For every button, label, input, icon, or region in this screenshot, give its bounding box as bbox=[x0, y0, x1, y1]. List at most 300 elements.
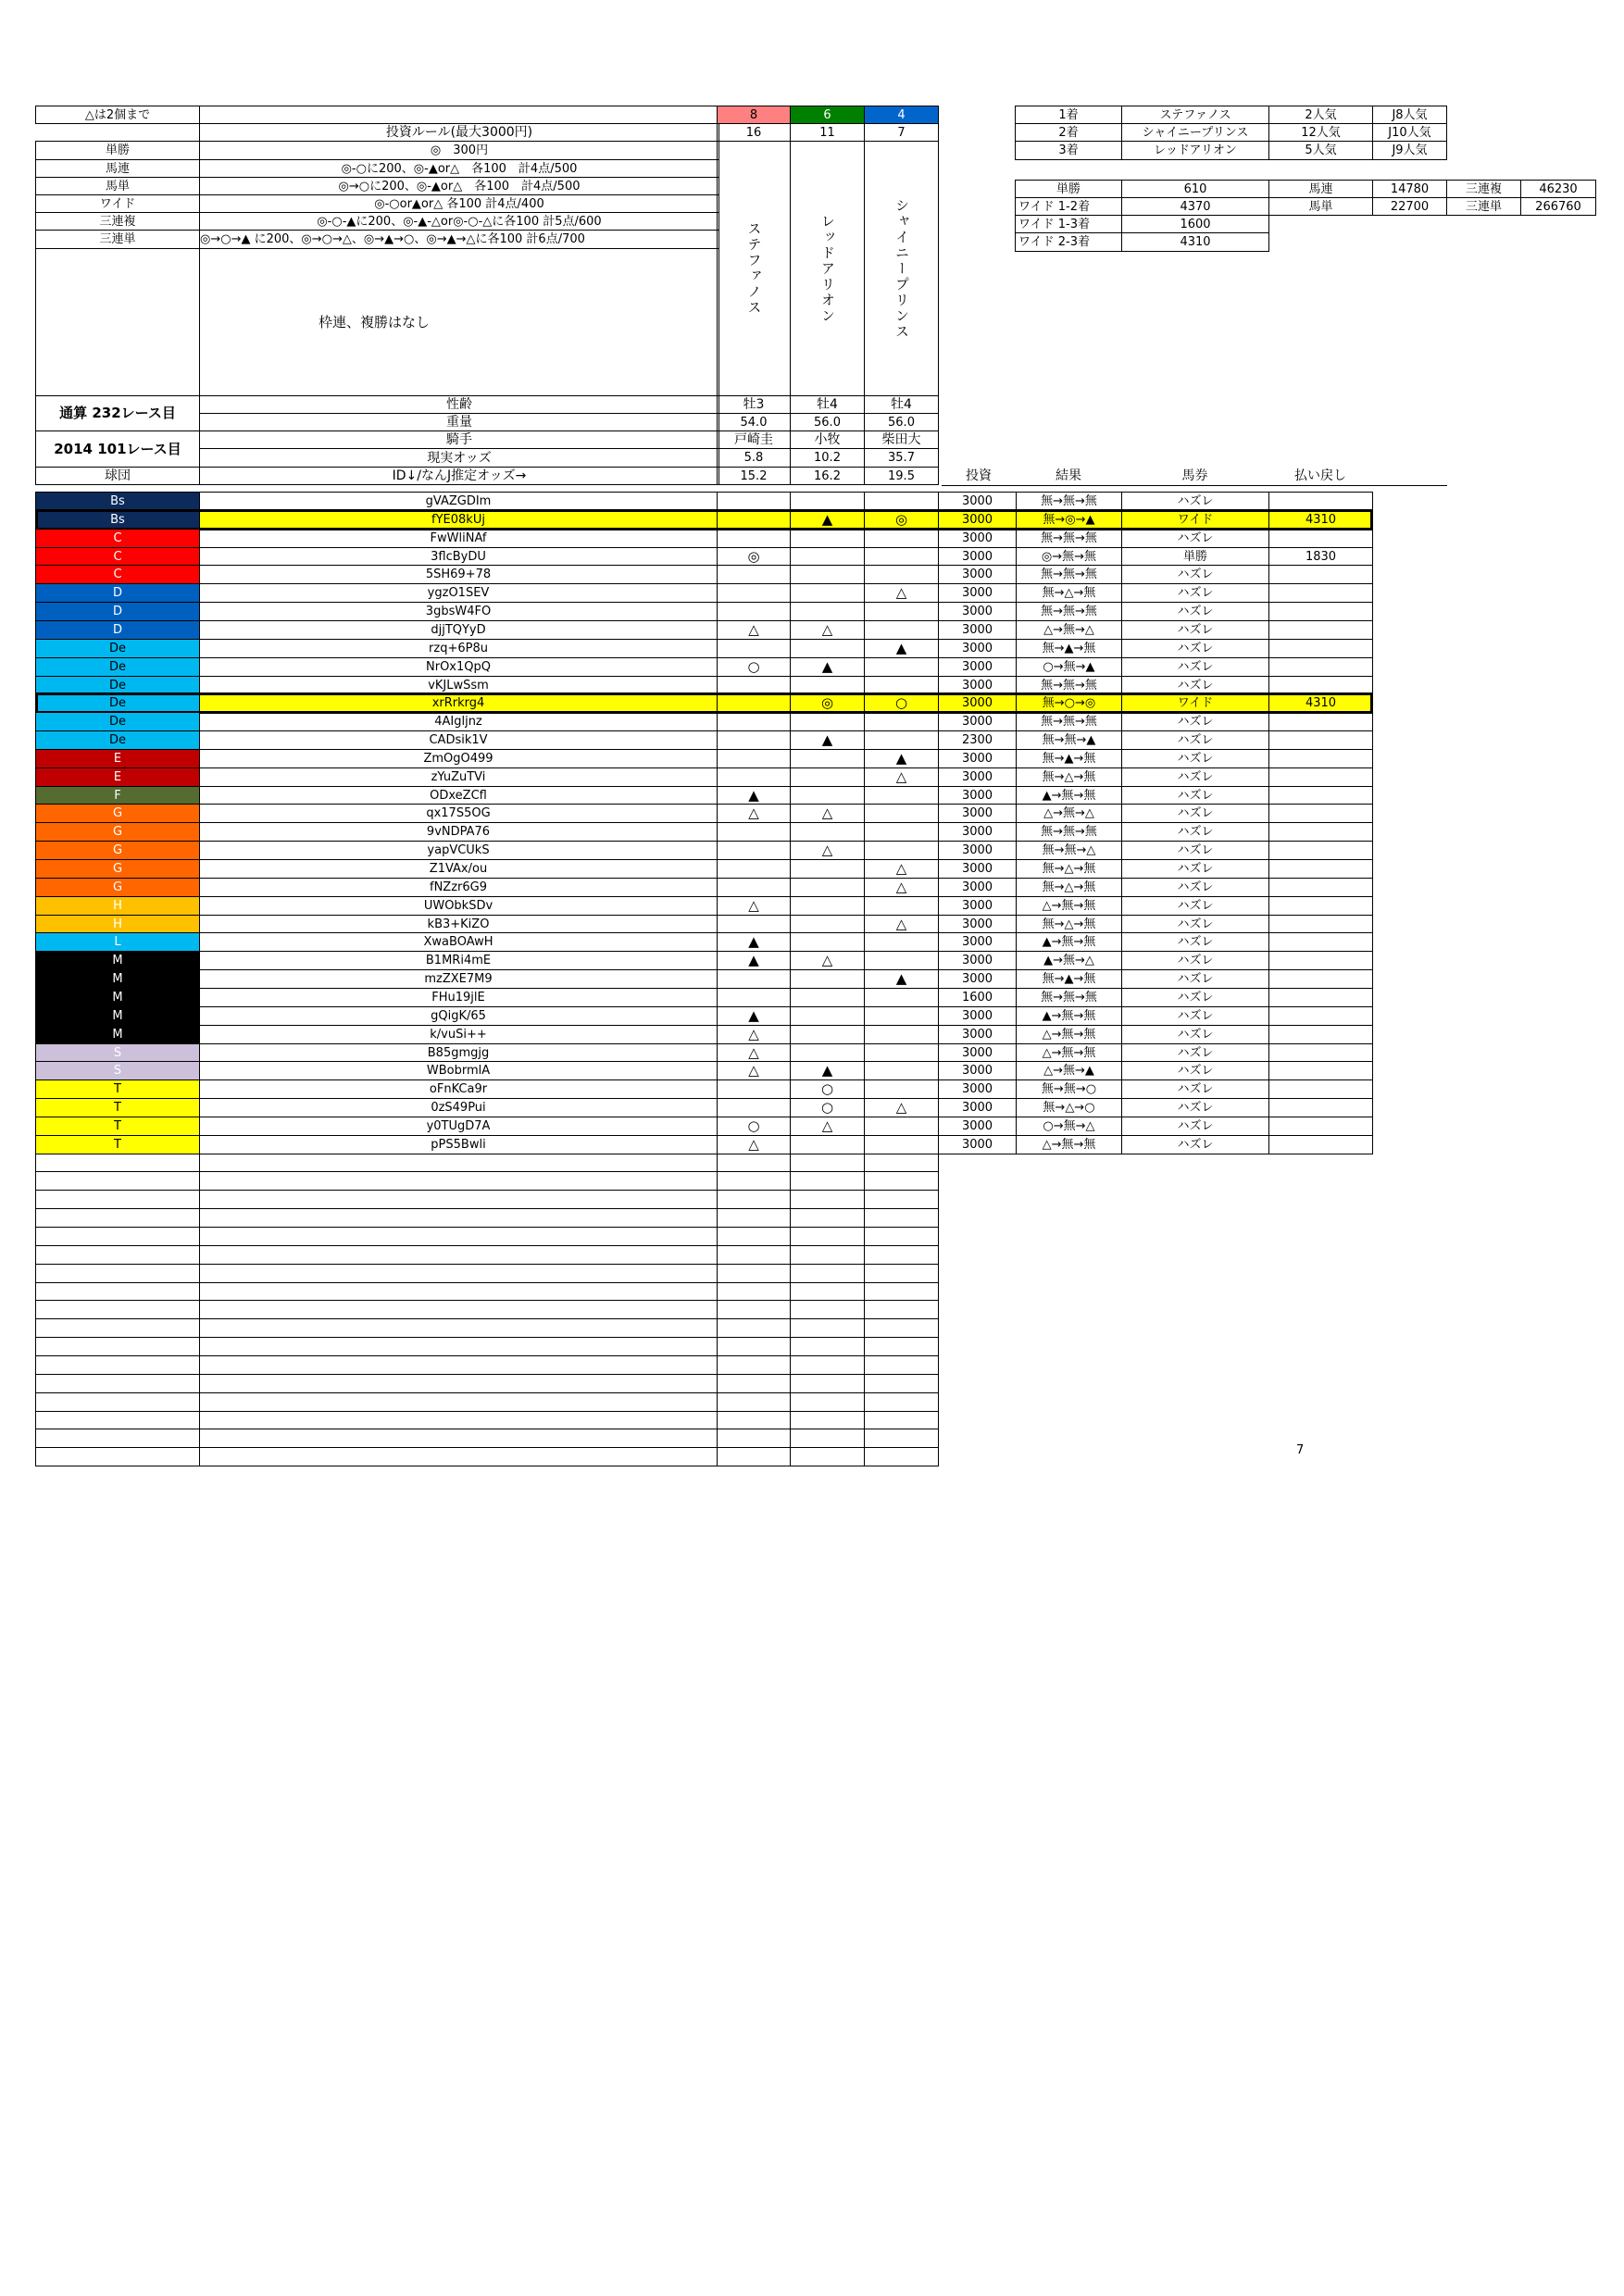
mark-cell: ▲ bbox=[717, 932, 791, 952]
invest-cell: 3000 bbox=[938, 749, 1017, 768]
mark-cell bbox=[790, 822, 865, 842]
payout-win: 610 bbox=[1121, 180, 1269, 198]
mark-cell bbox=[864, 1043, 939, 1062]
payout-wide-1-label: ワイド 1-2着 bbox=[1015, 197, 1122, 216]
result-cell: 無→無→無 bbox=[1016, 712, 1122, 731]
invest-cell: 3000 bbox=[938, 676, 1017, 694]
refund-cell bbox=[1268, 565, 1373, 584]
payout-trio: 46230 bbox=[1520, 180, 1596, 198]
ticket-cell: ハズレ bbox=[1121, 1135, 1269, 1154]
empty-cell bbox=[199, 1374, 718, 1393]
mark-cell bbox=[864, 529, 939, 548]
payout-trio-label: 三連複 bbox=[1446, 180, 1521, 198]
team-cell: T bbox=[35, 1079, 200, 1099]
empty-cell bbox=[717, 1337, 791, 1356]
ticket-cell: ハズレ bbox=[1121, 620, 1269, 640]
empty-cell bbox=[35, 1227, 200, 1246]
mark-cell bbox=[717, 1079, 791, 1099]
horse-3-real-odds: 35.7 bbox=[864, 448, 939, 468]
mark-cell bbox=[717, 602, 791, 621]
empty-cell bbox=[35, 1337, 200, 1356]
id-cell: qx17S5OG bbox=[199, 804, 718, 823]
result-cell: ▲→無→無 bbox=[1016, 1006, 1122, 1026]
refund-cell bbox=[1268, 657, 1373, 677]
refund-cell: 4310 bbox=[1268, 693, 1373, 713]
empty-cell bbox=[790, 1318, 865, 1338]
invest-cell: 3000 bbox=[938, 841, 1017, 860]
empty-cell bbox=[35, 1171, 200, 1191]
id-cell: WBobrmlA bbox=[199, 1061, 718, 1080]
mark-cell bbox=[864, 1061, 939, 1080]
invest-cell: 3000 bbox=[938, 620, 1017, 640]
team-cell: G bbox=[35, 878, 200, 897]
payout-wide-3: 4310 bbox=[1121, 232, 1269, 252]
empty-cell bbox=[35, 1429, 200, 1448]
team-cell: De bbox=[35, 693, 200, 713]
invest-cell: 3000 bbox=[938, 1098, 1017, 1117]
result-cell: △→無→△ bbox=[1016, 804, 1122, 823]
invest-cell: 3000 bbox=[938, 712, 1017, 731]
horse-2-real-odds: 10.2 bbox=[790, 448, 865, 468]
top-note-blank bbox=[199, 106, 719, 124]
finish-3-place: 3着 bbox=[1015, 141, 1122, 160]
ticket-cell: ハズレ bbox=[1121, 1117, 1269, 1136]
team-cell: G bbox=[35, 841, 200, 860]
result-cell: △→無→無 bbox=[1016, 896, 1122, 916]
team-cell: T bbox=[35, 1135, 200, 1154]
mark-cell bbox=[790, 1043, 865, 1062]
id-cell: oFnKCa9r bbox=[199, 1079, 718, 1099]
mark-cell bbox=[790, 565, 865, 584]
team-cell: H bbox=[35, 915, 200, 933]
mark-cell bbox=[790, 896, 865, 916]
empty-cell bbox=[35, 1282, 200, 1301]
invest-cell: 3000 bbox=[938, 932, 1017, 952]
empty-cell bbox=[790, 1282, 865, 1301]
team-cell: F bbox=[35, 786, 200, 805]
mark-cell bbox=[790, 859, 865, 879]
empty-cell bbox=[717, 1374, 791, 1393]
team-cell: Bs bbox=[35, 510, 200, 530]
invest-cell: 3000 bbox=[938, 767, 1017, 787]
result-cell: 無→△→無 bbox=[1016, 878, 1122, 897]
invest-cell: 3000 bbox=[938, 1025, 1017, 1044]
payout-wide-2: 1600 bbox=[1121, 215, 1269, 233]
team-cell: S bbox=[35, 1061, 200, 1080]
ticket-cell: ハズレ bbox=[1121, 639, 1269, 658]
mark-cell: △ bbox=[717, 1043, 791, 1062]
refund-cell bbox=[1268, 639, 1373, 658]
horse-1-bracket: 8 bbox=[717, 106, 791, 124]
id-cell: 0zS49Pui bbox=[199, 1098, 718, 1117]
ticket-cell: ハズレ bbox=[1121, 1079, 1269, 1099]
mark-cell bbox=[790, 602, 865, 621]
refund-cell bbox=[1268, 804, 1373, 823]
refund-cell bbox=[1268, 1043, 1373, 1062]
empty-cell bbox=[864, 1429, 939, 1448]
id-cell: y0TUgD7A bbox=[199, 1117, 718, 1136]
id-cell: pPS5Bwli bbox=[199, 1135, 718, 1154]
empty-cell bbox=[199, 1171, 718, 1191]
year-races: 2014 101レース目 bbox=[35, 430, 200, 468]
finish-2-name: シャイニープリンス bbox=[1121, 123, 1269, 142]
empty-cell bbox=[199, 1154, 718, 1172]
invest-cell: 3000 bbox=[938, 693, 1017, 713]
mark-cell bbox=[864, 1006, 939, 1026]
highlight-outline bbox=[35, 509, 1373, 530]
mark-cell: △ bbox=[864, 1098, 939, 1117]
empty-cell bbox=[864, 1447, 939, 1466]
mark-cell: △ bbox=[717, 1061, 791, 1080]
empty-cell bbox=[199, 1282, 718, 1301]
horse-2-sex-age: 牡4 bbox=[790, 395, 865, 414]
mark-cell bbox=[717, 676, 791, 694]
empty-cell bbox=[864, 1282, 939, 1301]
label-sex-age: 性齢 bbox=[199, 395, 719, 414]
ticket-cell: ハズレ bbox=[1121, 859, 1269, 879]
empty-cell bbox=[199, 1300, 718, 1319]
empty-cell bbox=[790, 1208, 865, 1228]
ticket-cell: ハズレ bbox=[1121, 529, 1269, 548]
empty-cell bbox=[790, 1374, 865, 1393]
mark-cell bbox=[790, 1135, 865, 1154]
result-cell: 無→○→◎ bbox=[1016, 693, 1122, 713]
result-cell: ◎→無→無 bbox=[1016, 547, 1122, 566]
invest-cell: 3000 bbox=[938, 492, 1017, 511]
header-id: ID↓/なんJ推定オッズ→ bbox=[199, 467, 719, 485]
empty-cell bbox=[717, 1429, 791, 1448]
empty-cell bbox=[199, 1447, 718, 1466]
mark-cell bbox=[864, 951, 939, 970]
id-cell: CADsik1V bbox=[199, 730, 718, 750]
id-cell: rzq+6P8u bbox=[199, 639, 718, 658]
mark-cell: ▲ bbox=[717, 951, 791, 970]
mark-cell bbox=[864, 1079, 939, 1099]
refund-cell bbox=[1268, 767, 1373, 787]
mark-cell: △ bbox=[864, 878, 939, 897]
mark-cell bbox=[717, 841, 791, 860]
empty-cell bbox=[717, 1154, 791, 1172]
header-underline bbox=[942, 485, 1447, 486]
mark-cell bbox=[790, 639, 865, 658]
refund-cell bbox=[1268, 529, 1373, 548]
invest-cell: 3000 bbox=[938, 510, 1017, 530]
horse-1-number: 16 bbox=[717, 123, 791, 142]
payout-trifecta: 266760 bbox=[1520, 197, 1596, 216]
empty-cell bbox=[717, 1411, 791, 1429]
horse-1-jockey: 戸崎圭 bbox=[717, 430, 791, 449]
mark-cell bbox=[790, 932, 865, 952]
empty-cell bbox=[717, 1208, 791, 1228]
horse-1-est-odds: 15.2 bbox=[717, 467, 791, 485]
mark-cell bbox=[717, 639, 791, 658]
invest-cell: 3000 bbox=[938, 1079, 1017, 1099]
mark-cell bbox=[717, 988, 791, 1007]
result-cell: △→無→△ bbox=[1016, 620, 1122, 640]
payout-wide-1: 4370 bbox=[1121, 197, 1269, 216]
mark-cell bbox=[717, 767, 791, 787]
ticket-cell: ハズレ bbox=[1121, 932, 1269, 952]
team-cell: L bbox=[35, 932, 200, 952]
id-cell: NrOx1QpQ bbox=[199, 657, 718, 677]
empty-cell bbox=[790, 1355, 865, 1375]
rule-text-umatan: ◎→○に200、◎-▲or△ 各100 計4点/500 bbox=[199, 177, 719, 195]
empty-cell bbox=[717, 1318, 791, 1338]
mark-cell bbox=[864, 602, 939, 621]
label-jockey: 騎手 bbox=[199, 430, 719, 449]
empty-cell bbox=[199, 1411, 718, 1429]
team-cell: T bbox=[35, 1117, 200, 1136]
result-cell: ▲→無→無 bbox=[1016, 932, 1122, 952]
label-weight: 重量 bbox=[199, 413, 719, 431]
ticket-cell: ハズレ bbox=[1121, 1098, 1269, 1117]
ticket-cell: ハズレ bbox=[1121, 969, 1269, 989]
team-cell: M bbox=[35, 1006, 200, 1026]
id-cell: 4AIgljnz bbox=[199, 712, 718, 731]
mark-cell bbox=[790, 712, 865, 731]
horse-3-sex-age: 牡4 bbox=[864, 395, 939, 414]
ticket-cell: ハズレ bbox=[1121, 1025, 1269, 1044]
empty-cell bbox=[790, 1264, 865, 1283]
mark-cell: ○ bbox=[864, 693, 939, 713]
refund-cell bbox=[1268, 822, 1373, 842]
team-cell: Bs bbox=[35, 492, 200, 511]
header-team: 球団 bbox=[35, 467, 200, 485]
team-cell: D bbox=[35, 620, 200, 640]
payout-quinella: 14780 bbox=[1372, 180, 1447, 198]
label-real-odds: 現実オッズ bbox=[199, 448, 719, 468]
refund-cell bbox=[1268, 988, 1373, 1007]
empty-cell bbox=[864, 1154, 939, 1172]
invest-cell: 3000 bbox=[938, 529, 1017, 548]
mark-cell: △ bbox=[717, 1135, 791, 1154]
empty-cell bbox=[864, 1337, 939, 1356]
invest-cell: 3000 bbox=[938, 804, 1017, 823]
refund-cell bbox=[1268, 1079, 1373, 1099]
payout-wide-3-label: ワイド 2-3着 bbox=[1015, 232, 1122, 252]
highlight-outline bbox=[35, 693, 1373, 714]
mark-cell bbox=[790, 749, 865, 768]
empty-cell bbox=[717, 1190, 791, 1209]
empty-cell bbox=[864, 1411, 939, 1429]
mark-cell: △ bbox=[864, 583, 939, 603]
mark-cell bbox=[790, 583, 865, 603]
ticket-cell: ハズレ bbox=[1121, 767, 1269, 787]
mark-cell bbox=[717, 969, 791, 989]
result-cell: 無→無→無 bbox=[1016, 492, 1122, 511]
id-cell: FwWliNAf bbox=[199, 529, 718, 548]
mark-cell bbox=[864, 1117, 939, 1136]
rule-label-umaren: 馬連 bbox=[35, 159, 200, 178]
finish-2-popularity: 12人気 bbox=[1268, 123, 1373, 142]
invest-cell: 3000 bbox=[938, 1043, 1017, 1062]
refund-cell bbox=[1268, 1061, 1373, 1080]
mark-cell: ▲ bbox=[717, 786, 791, 805]
mark-cell bbox=[790, 915, 865, 933]
mark-cell: △ bbox=[717, 620, 791, 640]
id-cell: FHu19jlE bbox=[199, 988, 718, 1007]
mark-cell bbox=[864, 1025, 939, 1044]
rule-text-sanrentan: ◎→○→▲ に200、◎→○→△、◎→▲→○、◎→▲→△に各100 計6点/700 bbox=[199, 230, 719, 249]
empty-cell bbox=[864, 1392, 939, 1412]
refund-cell bbox=[1268, 859, 1373, 879]
team-cell: M bbox=[35, 988, 200, 1007]
refund-cell bbox=[1268, 583, 1373, 603]
mark-cell: △ bbox=[790, 1117, 865, 1136]
invest-cell: 3000 bbox=[938, 859, 1017, 879]
horse-1-name: ステファノス bbox=[717, 141, 791, 396]
horse-3-name: シャイニープリンス bbox=[864, 141, 939, 396]
payout-win-label: 単勝 bbox=[1015, 180, 1122, 198]
empty-cell bbox=[717, 1392, 791, 1412]
mark-cell bbox=[864, 786, 939, 805]
refund-cell bbox=[1268, 896, 1373, 916]
horse-2-est-odds: 16.2 bbox=[790, 467, 865, 485]
invest-cell: 3000 bbox=[938, 1135, 1017, 1154]
horse-2-jockey: 小牧 bbox=[790, 430, 865, 449]
horse-3-weight: 56.0 bbox=[864, 413, 939, 431]
empty-cell bbox=[35, 1318, 200, 1338]
result-cell: 無→無→無 bbox=[1016, 988, 1122, 1007]
ticket-cell: ハズレ bbox=[1121, 841, 1269, 860]
result-cell: 無→△→○ bbox=[1016, 1098, 1122, 1117]
mark-cell bbox=[864, 896, 939, 916]
result-cell: △→無→▲ bbox=[1016, 1061, 1122, 1080]
mark-cell bbox=[864, 492, 939, 511]
empty-cell bbox=[864, 1227, 939, 1246]
mark-cell: △ bbox=[790, 804, 865, 823]
id-cell: k/vuSi++ bbox=[199, 1025, 718, 1044]
ticket-cell: ハズレ bbox=[1121, 1061, 1269, 1080]
empty-cell bbox=[717, 1282, 791, 1301]
team-cell: G bbox=[35, 822, 200, 842]
rules-note-left bbox=[35, 248, 200, 396]
mark-cell bbox=[717, 749, 791, 768]
rule-text-sanrenpuku: ◎-○-▲に200、◎-▲-△or◎-○-△に各100 計5点/600 bbox=[199, 212, 719, 231]
rule-text-umaren: ◎-○に200、◎-▲or△ 各100 計4点/500 bbox=[199, 159, 719, 178]
refund-cell bbox=[1268, 492, 1373, 511]
invest-cell: 3000 bbox=[938, 1006, 1017, 1026]
refund-cell bbox=[1268, 620, 1373, 640]
total-races: 通算 232レース目 bbox=[35, 395, 200, 431]
team-cell: M bbox=[35, 1025, 200, 1044]
invest-cell: 3000 bbox=[938, 915, 1017, 933]
finish-3-jpop: J9人気 bbox=[1372, 141, 1447, 160]
empty-cell bbox=[790, 1171, 865, 1191]
mark-cell: △ bbox=[717, 896, 791, 916]
empty-cell bbox=[199, 1429, 718, 1448]
mark-cell: ◎ bbox=[717, 547, 791, 566]
empty-cell bbox=[35, 1447, 200, 1466]
mark-cell bbox=[717, 822, 791, 842]
mark-cell bbox=[790, 676, 865, 694]
result-cell: 無→無→無 bbox=[1016, 565, 1122, 584]
empty-cell bbox=[199, 1337, 718, 1356]
payout-exacta-label: 馬単 bbox=[1268, 197, 1373, 216]
mark-cell bbox=[864, 730, 939, 750]
finish-2-jpop: J10人気 bbox=[1372, 123, 1447, 142]
result-cell: ○→無→△ bbox=[1016, 1117, 1122, 1136]
mark-cell bbox=[864, 804, 939, 823]
team-cell: G bbox=[35, 804, 200, 823]
team-cell: T bbox=[35, 1098, 200, 1117]
rule-label-sanrenpuku: 三連複 bbox=[35, 212, 200, 231]
mark-cell: ▲ bbox=[864, 969, 939, 989]
empty-cell bbox=[790, 1300, 865, 1319]
refund-cell bbox=[1268, 1025, 1373, 1044]
mark-cell: △ bbox=[864, 767, 939, 787]
horse-2-name: レッドアリオン bbox=[790, 141, 865, 396]
refund-cell bbox=[1268, 932, 1373, 952]
id-cell: vKJLwSsm bbox=[199, 676, 718, 694]
rule-text-tansho: ◎ 300円 bbox=[199, 141, 719, 160]
id-cell: B85gmgjg bbox=[199, 1043, 718, 1062]
mark-cell: △ bbox=[790, 620, 865, 640]
refund-cell bbox=[1268, 786, 1373, 805]
team-cell: De bbox=[35, 712, 200, 731]
empty-cell bbox=[199, 1190, 718, 1209]
payout-quinella-label: 馬連 bbox=[1268, 180, 1373, 198]
mark-cell bbox=[864, 620, 939, 640]
result-cell: 無→△→無 bbox=[1016, 767, 1122, 787]
rules-note: 枠連、複勝はなし bbox=[199, 248, 719, 396]
mark-cell: ◎ bbox=[864, 510, 939, 530]
empty-cell bbox=[35, 1374, 200, 1393]
mark-cell bbox=[790, 1006, 865, 1026]
empty-cell bbox=[35, 1154, 200, 1172]
top-note: △は2個まで bbox=[35, 106, 200, 124]
mark-cell: ▲ bbox=[790, 510, 865, 530]
horse-3-number: 7 bbox=[864, 123, 939, 142]
id-cell: XwaBOAwH bbox=[199, 932, 718, 952]
result-cell: 無→無→△ bbox=[1016, 841, 1122, 860]
team-cell: E bbox=[35, 767, 200, 787]
team-cell: C bbox=[35, 547, 200, 566]
id-cell: ZmOgO499 bbox=[199, 749, 718, 768]
result-cell: △→無→無 bbox=[1016, 1135, 1122, 1154]
invest-cell: 3000 bbox=[938, 565, 1017, 584]
payout-trifecta-label: 三連単 bbox=[1446, 197, 1521, 216]
empty-cell bbox=[864, 1264, 939, 1283]
result-cell: 無→△→無 bbox=[1016, 915, 1122, 933]
rule-label-umatan: 馬単 bbox=[35, 177, 200, 195]
invest-cell: 3000 bbox=[938, 657, 1017, 677]
ticket-cell: ハズレ bbox=[1121, 915, 1269, 933]
invest-cell: 3000 bbox=[938, 878, 1017, 897]
empty-cell bbox=[35, 1208, 200, 1228]
id-cell: 3gbsW4FO bbox=[199, 602, 718, 621]
invest-cell: 3000 bbox=[938, 786, 1017, 805]
mark-cell bbox=[717, 492, 791, 511]
refund-cell bbox=[1268, 1135, 1373, 1154]
mark-cell bbox=[790, 767, 865, 787]
mark-cell bbox=[717, 529, 791, 548]
ticket-cell: ハズレ bbox=[1121, 676, 1269, 694]
result-cell: 無→無→▲ bbox=[1016, 730, 1122, 750]
invest-cell: 3000 bbox=[938, 583, 1017, 603]
invest-cell: 3000 bbox=[938, 951, 1017, 970]
result-cell: 無→無→無 bbox=[1016, 602, 1122, 621]
refund-cell bbox=[1268, 712, 1373, 731]
mark-cell bbox=[864, 676, 939, 694]
empty-cell bbox=[717, 1300, 791, 1319]
result-cell: 無→△→無 bbox=[1016, 859, 1122, 879]
ticket-cell: ハズレ bbox=[1121, 730, 1269, 750]
empty-cell bbox=[199, 1355, 718, 1375]
refund-cell bbox=[1268, 749, 1373, 768]
empty-cell bbox=[864, 1190, 939, 1209]
id-cell: mzZXE7M9 bbox=[199, 969, 718, 989]
